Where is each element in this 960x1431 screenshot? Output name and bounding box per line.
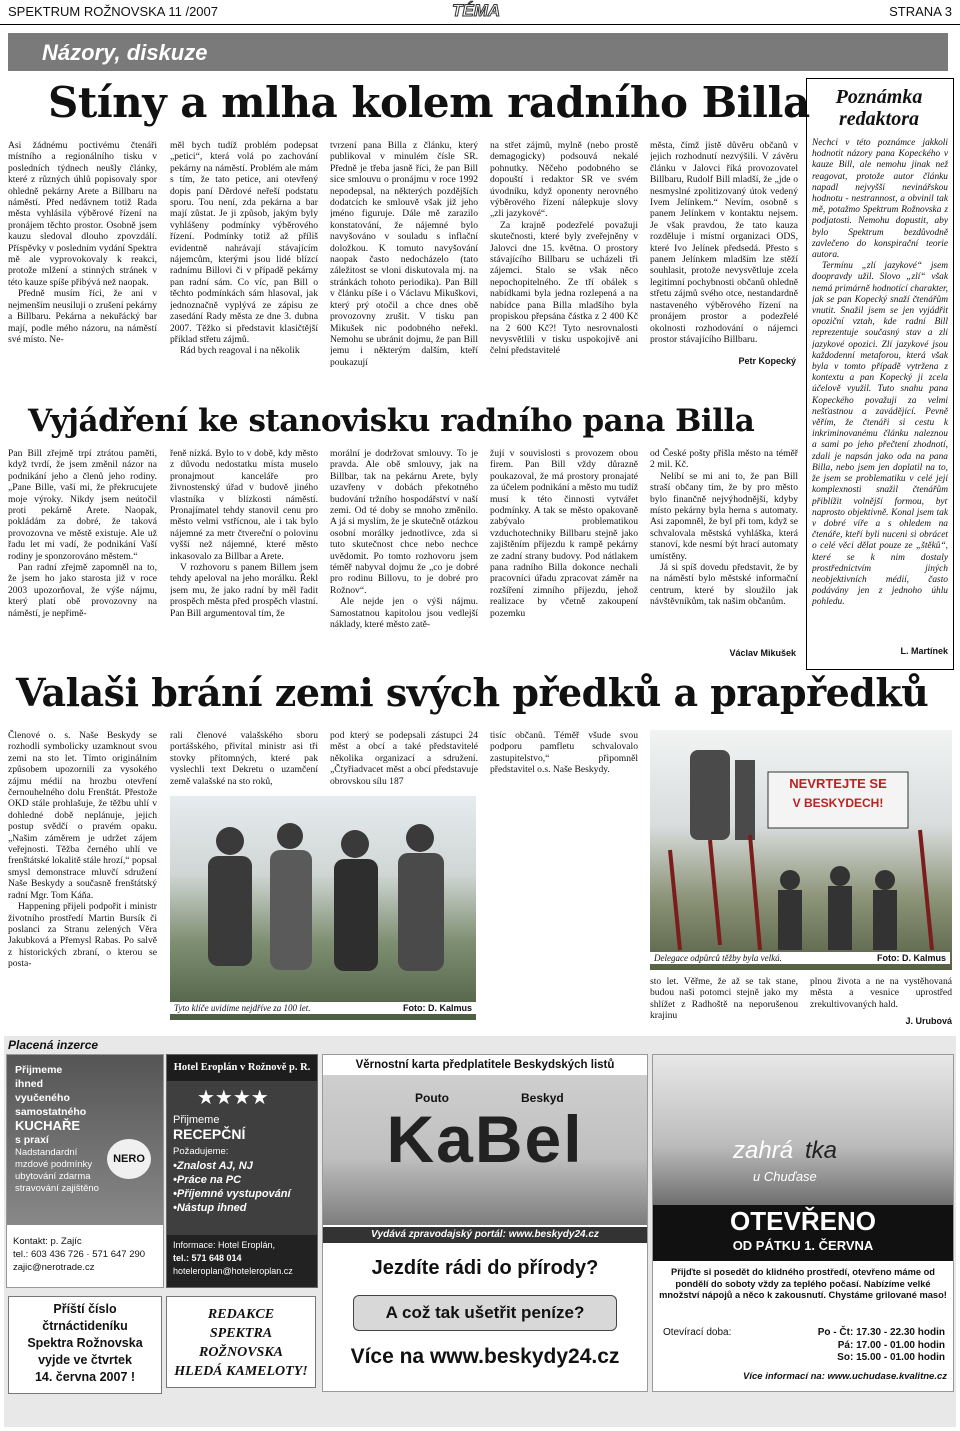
- paragraph: rali členové valašského sboru portášského, přivítal ministr asi tři stovky přítomných, které pak vyslechli text Dekretu o uzamčení země valašské na sto roků,: [170, 730, 318, 787]
- hours-time: 15.00 - 01.00 hodin: [856, 1352, 945, 1363]
- people-figures: [170, 796, 476, 1020]
- next-issue-line: 14. června 2007 !: [34, 1370, 136, 1384]
- paragraph: města, čímž jistě důvěru občanů v jejich rozhodnutí nezvýšili. V závěru článku v Jalovci říká provozovatel Billbaru, Rudolf Bill mladší, že „jde o nesmyslné zpolitizovaný útok vedený Ivem Jelínkem.“ Nevím, osobně s panem Jelínkem v kontaktu nejsem. Je však pravdou, že tato kauza rozděluje i místní organizaci ODS, které Ivo Jelínek předsedá. Přesto s panem Jelínkem mladším lze stěží souhlasit, protože nevysvětluje zcela legitimní pochybnosti občanů ohledně střetu zájmů svého otce, nestandardně nastaveného výběrového řízení na pronájem prostor a podezřelé okolnosti rozhodování o nájemci prostor stávajícího Billbaru.: [650, 140, 798, 345]
- kabel-headline: Věrnostní karta předplatitele Beskydských listů: [355, 1059, 615, 1071]
- paragraph: Rád bych reagoval i na několik: [180, 345, 300, 357]
- kabel-portal: Vydává zpravodajský portál: www.beskydy24.cz: [323, 1227, 647, 1243]
- photo1-caption: Tyto klíče uvidíme nejdříve za 100 let.: [174, 1003, 311, 1013]
- kamelot-line: HLEDÁ KAMELOTY!: [174, 1364, 308, 1379]
- ad-line: Přijmeme: [173, 1114, 220, 1126]
- eroplan-contact: [167, 1235, 317, 1287]
- contact-line: Kontakt: p. Zajíc: [13, 1236, 82, 1247]
- article3-col3: [330, 730, 478, 790]
- next-issue-line: Spektra Rožnovska: [27, 1336, 143, 1350]
- ad-kabel[interactable]: [322, 1054, 648, 1392]
- section-title: Názory, diskuze: [42, 40, 208, 65]
- zahradka-open-banner: [653, 1205, 953, 1261]
- paragraph: Členové o. s. Naše Beskydy se rozhodli symbolicky uzamknout svou zemi na sto let. Tímto originálním způsobem upozornili za vysokého zájmu médií na hrozbu otevření černouhelného dolu Frenštát. Přestože OKD stále prohlašuje, že těžbu uhlí v dohledné době neplánuje, jejich postup svědčí o pravém opaku. „Našim záměrem je udržet zájem veřejnosti. Těžba černého uhlí ve frenštátské lokalitě stále hrozí,“ popsal smysl demonstrace mluvčí sdružení Naše Beskydy a současně frenštátský radní Mgr. Tom Káňa.: [8, 730, 157, 901]
- ad-line: Požadujeme:: [173, 1146, 229, 1157]
- article3-col4: [490, 730, 638, 1036]
- ad-line: samostatného: [15, 1106, 87, 1118]
- editor-note-text: [812, 138, 948, 648]
- hours-row: [763, 1340, 945, 1353]
- article2-col3: [330, 448, 478, 664]
- article2-col5: [650, 448, 798, 646]
- photo2-credit: Foto: D. Kalmus: [877, 953, 946, 963]
- photo-delegation: [650, 730, 952, 970]
- paragraph: Za krajně podezřelé považuji skutečnosti, které byly zveřejněny v Jalovci dne 15. května. O prostory stávajícího Billbaru se ucházeli tři zájemci. Stalo se však něco nepochopitelného. Ze tří obálek s nabídkami byla jedna rozlepená a na nabídce pana Billa mladšího byla propiskou přepsána částka z 2 400 Kč na 2 600 Kč?! Tyto nesrovnalosti nevysvětlili v tisku uspokojivě ani čelní představitelé: [490, 219, 638, 357]
- paragraph: Ale nejde jen o výši nájmu. Samostatnou kapitolou jsou vedlejší náklady, které město zatě-: [330, 596, 478, 631]
- ad-line: s praxí: [15, 1134, 49, 1146]
- banner-line1: NEVRTEJTE SE: [789, 776, 887, 791]
- paragraph: Já si spíš dovedu představit, že by na náměstí bylo městské informační centrum, které by sloužilo jak návštěvníkům, tak našim občanům.: [650, 562, 798, 608]
- article2-col1: [8, 448, 157, 664]
- article1-title: Stíny a mlha kolem radního Billa: [48, 78, 810, 127]
- hours-day: So:: [837, 1352, 854, 1363]
- contact-line: tel.: 603 436 726 · 571 647 290: [13, 1249, 146, 1260]
- ad-zahradka[interactable]: [652, 1054, 954, 1392]
- paragraph: na střet zájmů, mylně (nebo prostě demagogicky) podsouvá nekalé pohnutky. Něčeho podobného se dopouští i redaktor SR ve svém úvodníku, když oponenty nerovného výběrového řízení nálepkuje slovy „zli jazykové“.: [490, 140, 638, 220]
- contact-line: tel.: 571 648 014: [173, 1253, 242, 1263]
- zahradka-logo3: u Chuďase: [753, 1169, 817, 1184]
- ad-line: •Práce na PC: [173, 1174, 242, 1186]
- issue-label: SPEKTRUM ROŽNOVSKA 11 /2007: [8, 4, 218, 19]
- article2-col4: [490, 448, 638, 664]
- ad-line: •Nástup ihned: [173, 1202, 247, 1214]
- next-issue-line: vyjde ve čtvrtek: [38, 1353, 132, 1367]
- paragraph: měl bych tudíž problém podepsat „petici“, která volá po zachování pekárny na náměstí. Problém ale mám s tím, že tato petice, ani otevřený dopis paní Děrdové neřeší podstatu sporu. Tou není, zda pekárna a bar mají zůstat. Je ji způsob, jakým byly vyhlášeny podmínky výběrového řízení. Podmínky totiž až příliš evidentně nahrávají stávajícím nájemcům, kterými jsou lidé blízcí radnímu Billovi či v případě pekárny pan radní sám. Co víc, pan Bill o těchto podmínkách sám hlasoval, jak jednoznačně vyplývá ze zápisu ze zasedání Rady města ze dne 3. dubna 2007. Těžko si představit klasičtější příklad střetu zájmů.: [170, 140, 318, 345]
- eroplan-stars: ★★★★: [197, 1087, 269, 1109]
- article2-col2: [170, 448, 318, 664]
- ad-line: KUCHAŘE: [15, 1118, 80, 1133]
- section-tag: TÉMA: [452, 1, 501, 20]
- article2-signature: Václav Mikušek: [729, 648, 796, 658]
- article1-col4: [490, 140, 638, 432]
- hours-day: Pá:: [837, 1339, 854, 1351]
- zahradka-from: OD PÁTKU 1. ČERVNA: [732, 1238, 874, 1253]
- hours-row: [763, 1327, 945, 1340]
- article1-col2: [170, 140, 318, 432]
- ad-line: Nadstandardní: [15, 1147, 78, 1158]
- ad-nero[interactable]: [6, 1054, 164, 1288]
- paragraph: od České pošty přišla město na téměř 2 mil. Kč.: [650, 448, 798, 471]
- article3-title: Valaši brání zemi svých předků a prapředků: [16, 670, 929, 715]
- zahradka-open: OTEVŘENO: [730, 1206, 876, 1236]
- eroplan-text: [173, 1113, 291, 1215]
- ad-nero-contact: [13, 1235, 145, 1274]
- paragraph: řeně nízká. Bylo to v době, kdy město z důvodu nedostatku místa muselo pronajmout kanceláře pro živnostenský úřad v budově jiného vlastníka v blízkosti náměstí. Pronajímatel tehdy stanovil cenu pro město velmi vstřícnou, ale i tak bylo nájemné za metr čtvereční o polovinu vyšší než nájemné, které město inkasovalo za Billbar a Arete.: [170, 448, 318, 562]
- paragraph: žují v souvislosti s provozem obou firem. Pan Bill vždy důrazně poukazoval, že má prostory pronajaté za účelem podnikání a město mu tudíž musí k této činnosti vytvářet podmínky. A tak se město opakovaně zabývalo problematikou vzduchotechniky Billbaru stejně jako zajištěním příjezdu k rampě pekárny ze zadní strany budovy. Pod nátlakem pana radního Billa dokonce nechali pracovníci úřadu zpracovat záměr na rozšíření zimního příjezdu, jehož realizace by včetně zakoupení pozemku: [490, 448, 638, 619]
- editor-note-signature: L. Martínek: [900, 646, 948, 656]
- eroplan-name: Hotel Eroplán v Rožnově p. R.: [167, 1055, 317, 1081]
- paragraph: V rozhovoru s panem Billem jsem tehdy apeloval na jeho morálku. Řekl jsem mu, že jako radní by měl řadit prospěch města před prospěch vlastní. Pan Bill argumentoval tím, že: [170, 562, 318, 619]
- article3-col5: [650, 976, 798, 1036]
- kabel-url[interactable]: Více na www.beskydy24.cz: [350, 1345, 620, 1368]
- article1-signature: Petr Kopecký: [738, 356, 796, 366]
- photo2-caption: Delegace odpůrců těžby byla velká.: [654, 953, 782, 963]
- kabel-slogan: Jezdíte rádi do přírody?: [371, 1257, 599, 1279]
- article3-signature: J. Urubová: [905, 1016, 952, 1026]
- paragraph: morální je dodržovat smlouvy. To je pravda. Ale obě smlouvy, jak na Billbar, tak na pekárnu Arete, byly uzavřeny v dobách překotného budování tržního hospodářství v naší zemi. Od té doby se mnoho změnilo. A já si myslím, že je skutečně otázkou osobní morálky jednotlivce, zda si tuto skutečnost chce nebo nechce uvědomit. Po tomto rozhovoru jsem téměř nabyval dojmu že „co je dobré pro rodinu Billovu, to je dobré pro Rožnov“.: [330, 448, 478, 596]
- kabel-pouto: Pouto: [415, 1091, 449, 1105]
- paragraph: Pan radní zřejmě zapomněl na to, že jsem ho jako starosta již v roce 2003 upozorňoval, že výše nájmu, který platí obě provozovny na náměstí, je nepřimě-: [8, 562, 157, 619]
- contact-line: Informace: Hotel Eroplán,: [173, 1240, 276, 1250]
- kamelot-box: [166, 1296, 316, 1388]
- photo-keys: [170, 796, 476, 1020]
- paragraph: Happening přijeli podpořit i ministr životního prostředí Martin Bursík či poslanci za Stranu zelených Věra Jakubková a Přemysl Rabas. Po salvě z historických zbraní, o kterou se posta-: [8, 901, 157, 970]
- ad-line: •Znalost AJ, NJ: [173, 1160, 253, 1172]
- zahradka-hours: [763, 1327, 945, 1365]
- paragraph: sto let. Věřme, že až se tak stane, budou naši potomci stejně jako my shlížet z Radhoště na neporušenou krajinu: [650, 976, 798, 1022]
- zahradka-hours-label: Otevírací doba:: [663, 1327, 732, 1338]
- ad-line: mzdové podmínky: [15, 1159, 93, 1170]
- paragraph: Nechci v této poznámce jakkoli hodnotit názory pana Kopeckého v kauze Bill, ale nemohu jinak než reagovat, protože autor článku napadl nejvyšší nevinářskou hodnotu - nestrannost, a obvinil tak mě, potažmo Spektrum Rožnovska z podjatosti. Nemohu dopustit, aby bylo Spektrum bezdůvodně zavlečeno do konspirační teorie autora.: [812, 138, 948, 261]
- ads-label: Placená inzerce: [8, 1038, 99, 1052]
- contact-line: hoteleroplan@hoteleroplan.cz: [173, 1266, 293, 1276]
- kamelot-line: ROŽNOVSKA: [198, 1345, 284, 1360]
- paragraph: plnou života a ne na vystěhovaná města a vesnice uprostřed zrekultivovaných hald.: [810, 976, 952, 1010]
- paragraph: Předně musím říci, že ani v nejmenším neusiluji o zrušení pekárny a Billbaru. Pekárna a nekuřácký bar mají, podle mého názoru, na náměstí své místo. Ne-: [8, 288, 157, 345]
- article3-col6: [810, 976, 952, 1016]
- paragraph: Asi žádnému poctivému čtenáři místního a regionálního tisku v posledních týdnech neušly články, které z různých úhlů popisovaly spor ohledně pekárny Arete a Billbaru na náměstí. Před nedávnem totiž Rada města vyhlásila výběrové řízení na pronájem těchto prostor. Osobně jsem kauzu sledoval dlouho zpovzdálí. Příspěvky v posledním vydání Spektra mě ale vyprovokovaly k reakci, protože mlžení a stinných stránek v této kauze spíše přibývá než naopak.: [8, 140, 157, 288]
- zahradka-logo1: zahrá: [733, 1137, 794, 1164]
- kamelot-line: REDAKCE: [207, 1307, 275, 1322]
- ad-line: •Příjemné vystupování: [173, 1188, 291, 1200]
- ad-line: ubytování zdarma: [15, 1171, 91, 1182]
- next-issue-line: čtrnáctideníku: [42, 1319, 128, 1333]
- paragraph: Termínu „zlí jazykové“ jsem doopravdy užil. Slovo „zlí“ však nemá primárně hodnotící charakter, jak se pan Kopecký snaží čtenářům vnutit. Snažil jsem se jen vyjádřit opoziční vztah, kde radní Bill reprezentuje současný stav a zlí jazykové opozici. Zlí jazykové jsou každodenní metaforou, která však byla v tomto případě vytržena z kontextu a pan Kopecký ji zcela účelově využil. Tuto snahu pana Kopeckého považuji za velmi nešťastnou a zavádějící. Pevně věřím, že čtenáři si cestu k inkriminovanému článku naleznou a sami po jeho přečtení zhodnotí, zdali je napsán jako oda na pana Billa, nebo jsem jen doplatil na to, že jsem se problematiku v celé její komplexnosti snažil čtenářům přiblížit volnější formou, byť naprosto objektivně. Konal jsem tak v dobré víře a s ohledem na čtenáře, kteří byli nuceni si obrácet o celé věci dělat pouze ze „štěků“, které se k nim dostaly prostřednictvím jiných neobjektivních médií, často podávány jen z jednoho úhlu pohledu.: [812, 261, 948, 608]
- paragraph: tvrzení pana Billa z článku, který publikoval v minulém čísle SR. Předně je třeba jasně říci, že pan Bill sice smlouvu o pronájmu v roce 1992 nepodepsal, na některých pozdějších dodatcích ke smlouvě však již jeho jméno figuruje. Dále mě zarazilo konstatování, že nájemné bylo navyšováno v souladu s inflační doložkou. K tomuto navyšování naopak často nedocházelo (tato záležitost se vloni diskutovala mj. na stránkách tohoto periodika). Pan Bill v článku píše i o Václavu Mikuškovi, který prý otočil a chce dnes obě provozovny zrušit. V tisku pan Mikušek nic podobného neřekl. Nemohu se ubránit dojmu, že pan Bill jemu i některým dalším, kteří poukazují: [330, 140, 478, 368]
- editor-note-title: Poznámka redaktora: [835, 86, 923, 130]
- contact-line: zajic@nerotrade.cz: [13, 1262, 95, 1273]
- hours-time: 17.00 - 01.00 hodin: [856, 1339, 945, 1351]
- zahradka-more[interactable]: Více informací na: www.uchudase.kvalitne.cz: [743, 1371, 947, 1382]
- hours-time: 17.30 - 22.30 hodin: [856, 1327, 945, 1338]
- ad-line: stravování zajištěno: [15, 1183, 99, 1194]
- header-rule: [0, 24, 960, 25]
- zahradka-invite: Přijďte si posedět do klidného prostředí, otevřeno máme od pondělí do soboty vždy za teplého počasí. Nabízíme velké množství nápojů a něco k zakousnutí. Chystáme grilované maso!: [659, 1267, 947, 1300]
- paragraph: Pan Bill zřejmě trpí ztrátou paměti, když tvrdí, že jsem změnil názor na podnikání jeho a členů jeho rodiny. „Pane Bille, vaší mi, že překrucujete moje výroky. Nikdy jsem neútočil proti pekárně Arete. Naopak, pokládám za dobré, že taková provozovna ve městě existuje. Ale už řadu let mi vadí, že podnikání Vaší rodiny je sponzorováno městem.“: [8, 448, 157, 562]
- paragraph: tisíc občanů. Téměř všude svou podporu pamfletu schvalovalo zastupitelstvo,“ připomněl představitel o.s. Naše Beskydy.: [490, 730, 638, 776]
- delegation-scene: [650, 730, 952, 970]
- paragraph: pod který se podepsali zástupci 24 měst a obcí a také představitelé několika organizací a sdružení. „Čtyřiadvacet měst a obcí představuje obrovskou sílu 187: [330, 730, 478, 787]
- ad-line: ihned: [15, 1078, 43, 1090]
- ad-line: vyučeného: [15, 1092, 70, 1104]
- article3-col2: [170, 730, 318, 790]
- kamelot-line: SPEKTRA: [209, 1326, 273, 1341]
- article1-col5: [650, 140, 798, 372]
- next-issue-line: Příští číslo: [53, 1302, 117, 1316]
- ad-nero-text: [15, 1063, 99, 1195]
- ad-line: Přijmeme: [15, 1064, 63, 1076]
- kabel-question: A což tak ušetřit peníze?: [353, 1295, 617, 1331]
- ad-line: RECEPČNÍ: [173, 1126, 246, 1142]
- hours-row: [763, 1352, 945, 1365]
- article2-title: Vyjádření ke stanovisku radního pana Billa: [28, 403, 755, 439]
- next-issue-box: [8, 1296, 162, 1394]
- article1-col3: [330, 140, 478, 432]
- page-number: STRANA 3: [889, 4, 952, 19]
- kabel-logo: KaBel: [386, 1102, 584, 1176]
- article1-col1: [8, 140, 157, 432]
- zahradka-logo2: tka: [805, 1137, 838, 1164]
- banner-line2: V BESKYDECH!: [792, 796, 884, 810]
- hours-day: Po - Čt:: [817, 1327, 854, 1338]
- paragraph: Nelíbí se mi ani to, že pan Bill straší občany tím, že by pro město bylo finančně nejvýhodnější, kdyby místo pekárny byla herna s automaty. Asi zapomněl, že byl při tom, když se schvalovala městská vyhláška, která stanoví, kde nesmí být hrací automaty umístěny.: [650, 470, 798, 562]
- photo1-credit: Foto: D. Kalmus: [403, 1003, 472, 1013]
- kabel-beskyd: Beskyd: [521, 1091, 564, 1105]
- article3-col1: [8, 730, 157, 1036]
- ad-eroplan[interactable]: [166, 1054, 318, 1288]
- nero-logo: NERO: [107, 1139, 151, 1179]
